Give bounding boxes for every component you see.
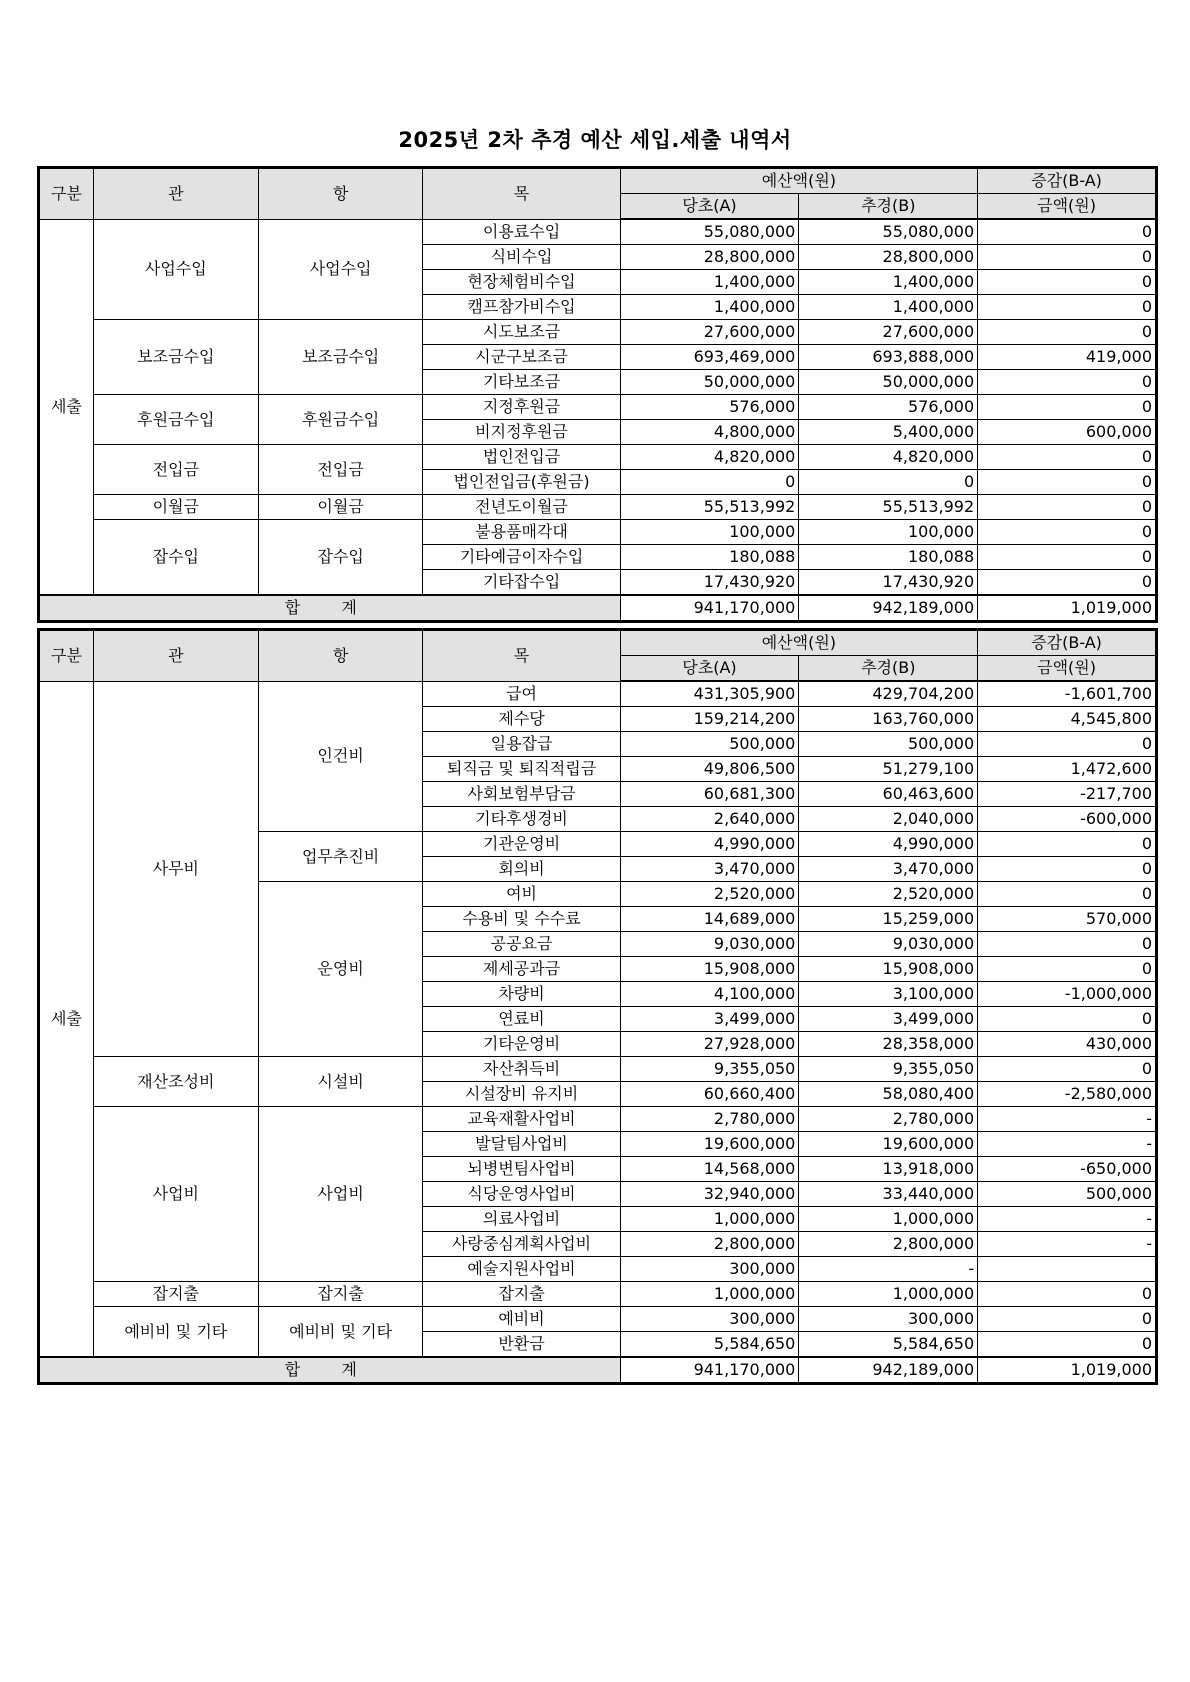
mok-cell: 법인전입금 — [423, 445, 620, 470]
header-amount: 금액(원) — [978, 194, 1157, 220]
original-amount-cell: 2,780,000 — [620, 1107, 799, 1132]
revised-amount-cell: 27,600,000 — [799, 320, 978, 345]
revised-amount-cell: 100,000 — [799, 520, 978, 545]
header-mok: 목 — [423, 168, 620, 220]
revised-amount-cell: 50,000,000 — [799, 370, 978, 395]
revised-amount-cell: 55,080,000 — [799, 219, 978, 245]
diff-amount-cell: 0 — [978, 1282, 1157, 1307]
diff-amount-cell: 419,000 — [978, 345, 1157, 370]
diff-amount-cell: - — [978, 1207, 1157, 1232]
revised-amount-cell: 180,088 — [799, 545, 978, 570]
revised-amount-cell: 5,584,650 — [799, 1332, 978, 1358]
mok-cell: 공공요금 — [423, 932, 620, 957]
revised-amount-cell: 60,463,600 — [799, 782, 978, 807]
hang-cell: 시설비 — [258, 1057, 423, 1107]
header-diff: 증감(B-A) — [978, 630, 1157, 656]
revised-amount-cell: 1,000,000 — [799, 1207, 978, 1232]
header-original: 당초(A) — [620, 194, 799, 220]
mok-cell: 사랑중심계획사업비 — [423, 1232, 620, 1257]
diff-amount-cell: -2,580,000 — [978, 1082, 1157, 1107]
diff-amount-cell: 0 — [978, 1307, 1157, 1332]
diff-amount-cell: 0 — [978, 545, 1157, 570]
diff-amount-cell: -650,000 — [978, 1157, 1157, 1182]
diff-amount-cell: 0 — [978, 882, 1157, 907]
diff-amount-cell: 1,472,600 — [978, 757, 1157, 782]
diff-amount-cell: -1,601,700 — [978, 681, 1157, 707]
gwan-cell: 예비비 및 기타 — [93, 1307, 258, 1358]
revised-amount-cell: 58,080,400 — [799, 1082, 978, 1107]
header-budget: 예산액(원) — [620, 168, 978, 194]
diff-amount-cell: 0 — [978, 445, 1157, 470]
header-hang: 항 — [258, 168, 423, 220]
revised-amount-cell: 1,400,000 — [799, 270, 978, 295]
revised-amount-cell: 33,440,000 — [799, 1182, 978, 1207]
header-row — [39, 168, 1157, 194]
original-amount-cell: 180,088 — [620, 545, 799, 570]
gwan-cell: 잡수입 — [93, 520, 258, 596]
revised-amount-cell: 4,820,000 — [799, 445, 978, 470]
original-amount-cell: 9,355,050 — [620, 1057, 799, 1082]
table-row — [39, 320, 1157, 345]
mok-cell: 교육재활사업비 — [423, 1107, 620, 1132]
diff-amount-cell: 0 — [978, 370, 1157, 395]
diff-amount-cell: 0 — [978, 245, 1157, 270]
gwan-cell: 보조금수입 — [93, 320, 258, 395]
original-amount-cell: 28,800,000 — [620, 245, 799, 270]
revised-amount-cell: 1,000,000 — [799, 1282, 978, 1307]
revised-amount-cell: 4,990,000 — [799, 832, 978, 857]
revised-amount-cell: 13,918,000 — [799, 1157, 978, 1182]
mok-cell: 기타후생경비 — [423, 807, 620, 832]
table-row — [39, 445, 1157, 470]
mok-cell: 기타보조금 — [423, 370, 620, 395]
original-amount-cell: 27,600,000 — [620, 320, 799, 345]
header-amount: 금액(원) — [978, 656, 1157, 682]
table-row — [39, 1057, 1157, 1082]
mok-cell: 식당운영사업비 — [423, 1182, 620, 1207]
gwan-cell: 후원금수입 — [93, 395, 258, 445]
revised-amount-cell: 15,908,000 — [799, 957, 978, 982]
mok-cell: 반환금 — [423, 1332, 620, 1358]
revised-amount-cell: 2,800,000 — [799, 1232, 978, 1257]
revised-amount-cell: 163,760,000 — [799, 707, 978, 732]
original-amount-cell: 159,214,200 — [620, 707, 799, 732]
header-category: 구분 — [39, 630, 94, 682]
original-amount-cell: 300,000 — [620, 1257, 799, 1282]
total-label: 합 계 — [39, 1357, 621, 1384]
total-original: 941,170,000 — [620, 595, 799, 622]
hang-cell: 이월금 — [258, 495, 423, 520]
diff-amount-cell: 4,545,800 — [978, 707, 1157, 732]
diff-amount-cell: 570,000 — [978, 907, 1157, 932]
diff-amount-cell: 0 — [978, 219, 1157, 245]
revised-amount-cell: 9,030,000 — [799, 932, 978, 957]
mok-cell: 뇌병변팀사업비 — [423, 1157, 620, 1182]
diff-amount-cell: 430,000 — [978, 1032, 1157, 1057]
revised-amount-cell: 2,040,000 — [799, 807, 978, 832]
gwan-cell: 사업비 — [93, 1107, 258, 1282]
original-amount-cell: 693,469,000 — [620, 345, 799, 370]
hang-cell: 인건비 — [258, 681, 423, 832]
mok-cell: 지정후원금 — [423, 395, 620, 420]
header-category: 구분 — [39, 168, 94, 220]
hang-cell: 사업비 — [258, 1107, 423, 1282]
revised-amount-cell: 19,600,000 — [799, 1132, 978, 1157]
header-mok: 목 — [423, 630, 620, 682]
mok-cell: 법인전입금(후원금) — [423, 470, 620, 495]
original-amount-cell: 3,499,000 — [620, 1007, 799, 1032]
diff-amount-cell: 0 — [978, 857, 1157, 882]
mok-cell: 캠프참가비수입 — [423, 295, 620, 320]
total-original: 941,170,000 — [620, 1357, 799, 1384]
gwan-cell: 잡지출 — [93, 1282, 258, 1307]
original-amount-cell: 27,928,000 — [620, 1032, 799, 1057]
diff-amount-cell: - — [978, 1232, 1157, 1257]
header-original: 당초(A) — [620, 656, 799, 682]
header-revised: 추경(B) — [799, 656, 978, 682]
category-cell: 세출 — [39, 219, 94, 595]
table-row — [39, 681, 1157, 707]
revised-amount-cell: 2,780,000 — [799, 1107, 978, 1132]
original-amount-cell: 1,000,000 — [620, 1207, 799, 1232]
mok-cell: 예술지원사업비 — [423, 1257, 620, 1282]
total-revised: 942,189,000 — [799, 1357, 978, 1384]
original-amount-cell: 431,305,900 — [620, 681, 799, 707]
diff-amount-cell: 0 — [978, 957, 1157, 982]
mok-cell: 시설장비 유지비 — [423, 1082, 620, 1107]
header-row — [39, 630, 1157, 656]
revised-amount-cell: 500,000 — [799, 732, 978, 757]
total-label: 합 계 — [39, 595, 621, 622]
original-amount-cell: 576,000 — [620, 395, 799, 420]
mok-cell: 이용료수입 — [423, 219, 620, 245]
mok-cell: 차량비 — [423, 982, 620, 1007]
mok-cell: 일용잡급 — [423, 732, 620, 757]
original-amount-cell: 55,513,992 — [620, 495, 799, 520]
original-amount-cell: 60,681,300 — [620, 782, 799, 807]
mok-cell: 자산취득비 — [423, 1057, 620, 1082]
diff-amount-cell: 600,000 — [978, 420, 1157, 445]
revised-amount-cell: 28,358,000 — [799, 1032, 978, 1057]
mok-cell: 시군구보조금 — [423, 345, 620, 370]
original-amount-cell: 500,000 — [620, 732, 799, 757]
original-amount-cell: 4,820,000 — [620, 445, 799, 470]
hang-cell: 후원금수입 — [258, 395, 423, 445]
mok-cell: 사회보험부담금 — [423, 782, 620, 807]
hang-cell: 보조금수입 — [258, 320, 423, 395]
hang-cell: 운영비 — [258, 882, 423, 1057]
total-revised: 942,189,000 — [799, 595, 978, 622]
original-amount-cell: 49,806,500 — [620, 757, 799, 782]
revised-amount-cell: 2,520,000 — [799, 882, 978, 907]
diff-amount-cell: 0 — [978, 395, 1157, 420]
revised-amount-cell: - — [799, 1257, 978, 1282]
diff-amount-cell — [978, 1257, 1157, 1282]
revised-amount-cell: 3,499,000 — [799, 1007, 978, 1032]
revised-amount-cell: 5,400,000 — [799, 420, 978, 445]
diff-amount-cell: 0 — [978, 295, 1157, 320]
mok-cell: 비지정후원금 — [423, 420, 620, 445]
diff-amount-cell: 0 — [978, 732, 1157, 757]
original-amount-cell: 4,800,000 — [620, 420, 799, 445]
gwan-cell: 전입금 — [93, 445, 258, 495]
hang-cell: 업무추진비 — [258, 832, 423, 882]
table-row — [39, 1107, 1157, 1132]
revised-amount-cell: 3,100,000 — [799, 982, 978, 1007]
original-amount-cell: 1,000,000 — [620, 1282, 799, 1307]
revised-amount-cell: 55,513,992 — [799, 495, 978, 520]
diff-amount-cell: 500,000 — [978, 1182, 1157, 1207]
revised-amount-cell: 28,800,000 — [799, 245, 978, 270]
original-amount-cell: 0 — [620, 470, 799, 495]
mok-cell: 의료사업비 — [423, 1207, 620, 1232]
table-row — [39, 495, 1157, 520]
original-amount-cell: 14,568,000 — [620, 1157, 799, 1182]
original-amount-cell: 32,940,000 — [620, 1182, 799, 1207]
diff-amount-cell: -217,700 — [978, 782, 1157, 807]
diff-amount-cell: 0 — [978, 570, 1157, 596]
mok-cell: 제세공과금 — [423, 957, 620, 982]
diff-amount-cell: -600,000 — [978, 807, 1157, 832]
category-cell: 세출 — [39, 681, 94, 1357]
original-amount-cell: 5,584,650 — [620, 1332, 799, 1358]
total-diff: 1,019,000 — [978, 595, 1157, 622]
original-amount-cell: 2,520,000 — [620, 882, 799, 907]
original-amount-cell: 1,400,000 — [620, 295, 799, 320]
diff-amount-cell: 0 — [978, 1057, 1157, 1082]
table-row — [39, 219, 1157, 245]
mok-cell: 기타잡수입 — [423, 570, 620, 596]
hang-cell: 잡수입 — [258, 520, 423, 596]
original-amount-cell: 2,800,000 — [620, 1232, 799, 1257]
revised-amount-cell: 576,000 — [799, 395, 978, 420]
revised-amount-cell: 429,704,200 — [799, 681, 978, 707]
diff-amount-cell: 0 — [978, 495, 1157, 520]
original-amount-cell: 4,990,000 — [620, 832, 799, 857]
total-diff: 1,019,000 — [978, 1357, 1157, 1384]
revised-amount-cell: 693,888,000 — [799, 345, 978, 370]
revised-amount-cell: 51,279,100 — [799, 757, 978, 782]
total-row — [39, 1357, 1157, 1384]
original-amount-cell: 17,430,920 — [620, 570, 799, 596]
mok-cell: 시도보조금 — [423, 320, 620, 345]
original-amount-cell: 60,660,400 — [620, 1082, 799, 1107]
gwan-cell: 재산조성비 — [93, 1057, 258, 1107]
diff-amount-cell: 0 — [978, 470, 1157, 495]
hang-cell: 잡지출 — [258, 1282, 423, 1307]
original-amount-cell: 100,000 — [620, 520, 799, 545]
revised-amount-cell: 3,470,000 — [799, 857, 978, 882]
revised-amount-cell: 1,400,000 — [799, 295, 978, 320]
diff-amount-cell: 0 — [978, 832, 1157, 857]
mok-cell: 연료비 — [423, 1007, 620, 1032]
mok-cell: 여비 — [423, 882, 620, 907]
diff-amount-cell: - — [978, 1107, 1157, 1132]
mok-cell: 퇴직금 및 퇴직적립금 — [423, 757, 620, 782]
mok-cell: 현장체험비수입 — [423, 270, 620, 295]
original-amount-cell: 55,080,000 — [620, 219, 799, 245]
gwan-cell: 이월금 — [93, 495, 258, 520]
header-budget: 예산액(원) — [620, 630, 978, 656]
original-amount-cell: 300,000 — [620, 1307, 799, 1332]
hang-cell: 사업수입 — [258, 219, 423, 320]
hang-cell: 전입금 — [258, 445, 423, 495]
original-amount-cell: 50,000,000 — [620, 370, 799, 395]
diff-amount-cell: 0 — [978, 1332, 1157, 1358]
revised-amount-cell: 15,259,000 — [799, 907, 978, 932]
mok-cell: 기타예금이자수입 — [423, 545, 620, 570]
mok-cell: 불용품매각대 — [423, 520, 620, 545]
mok-cell: 식비수입 — [423, 245, 620, 270]
header-hang: 항 — [258, 630, 423, 682]
revenue-table — [37, 166, 1158, 623]
header-gwan: 관 — [93, 168, 258, 220]
diff-amount-cell: 0 — [978, 932, 1157, 957]
diff-amount-cell: 0 — [978, 1007, 1157, 1032]
expenditure-table — [37, 628, 1158, 1385]
original-amount-cell: 2,640,000 — [620, 807, 799, 832]
original-amount-cell: 1,400,000 — [620, 270, 799, 295]
original-amount-cell: 19,600,000 — [620, 1132, 799, 1157]
original-amount-cell: 14,689,000 — [620, 907, 799, 932]
mok-cell: 기타운영비 — [423, 1032, 620, 1057]
diff-amount-cell: -1,000,000 — [978, 982, 1157, 1007]
original-amount-cell: 3,470,000 — [620, 857, 799, 882]
gwan-cell: 사업수입 — [93, 219, 258, 320]
total-row — [39, 595, 1157, 622]
mok-cell: 제수당 — [423, 707, 620, 732]
original-amount-cell: 15,908,000 — [620, 957, 799, 982]
table-row — [39, 1282, 1157, 1307]
mok-cell: 잡지출 — [423, 1282, 620, 1307]
mok-cell: 예비비 — [423, 1307, 620, 1332]
mok-cell: 발달팀사업비 — [423, 1132, 620, 1157]
header-diff: 증감(B-A) — [978, 168, 1157, 194]
diff-amount-cell: - — [978, 1132, 1157, 1157]
page-title: 2025년 2차 추경 예산 세입.세출 내역서 — [398, 128, 792, 152]
gwan-cell: 사무비 — [93, 681, 258, 1057]
diff-amount-cell: 0 — [978, 320, 1157, 345]
mok-cell: 회의비 — [423, 857, 620, 882]
mok-cell: 전년도이월금 — [423, 495, 620, 520]
original-amount-cell: 4,100,000 — [620, 982, 799, 1007]
hang-cell: 예비비 및 기타 — [258, 1307, 423, 1358]
diff-amount-cell: 0 — [978, 270, 1157, 295]
mok-cell: 급여 — [423, 681, 620, 707]
revised-amount-cell: 17,430,920 — [799, 570, 978, 596]
mok-cell: 수용비 및 수수료 — [423, 907, 620, 932]
header-gwan: 관 — [93, 630, 258, 682]
table-row — [39, 520, 1157, 545]
table-row — [39, 395, 1157, 420]
table-row — [39, 1307, 1157, 1332]
original-amount-cell: 9,030,000 — [620, 932, 799, 957]
revised-amount-cell: 300,000 — [799, 1307, 978, 1332]
diff-amount-cell: 0 — [978, 520, 1157, 545]
revised-amount-cell: 0 — [799, 470, 978, 495]
mok-cell: 기관운영비 — [423, 832, 620, 857]
header-revised: 추경(B) — [799, 194, 978, 220]
revised-amount-cell: 9,355,050 — [799, 1057, 978, 1082]
